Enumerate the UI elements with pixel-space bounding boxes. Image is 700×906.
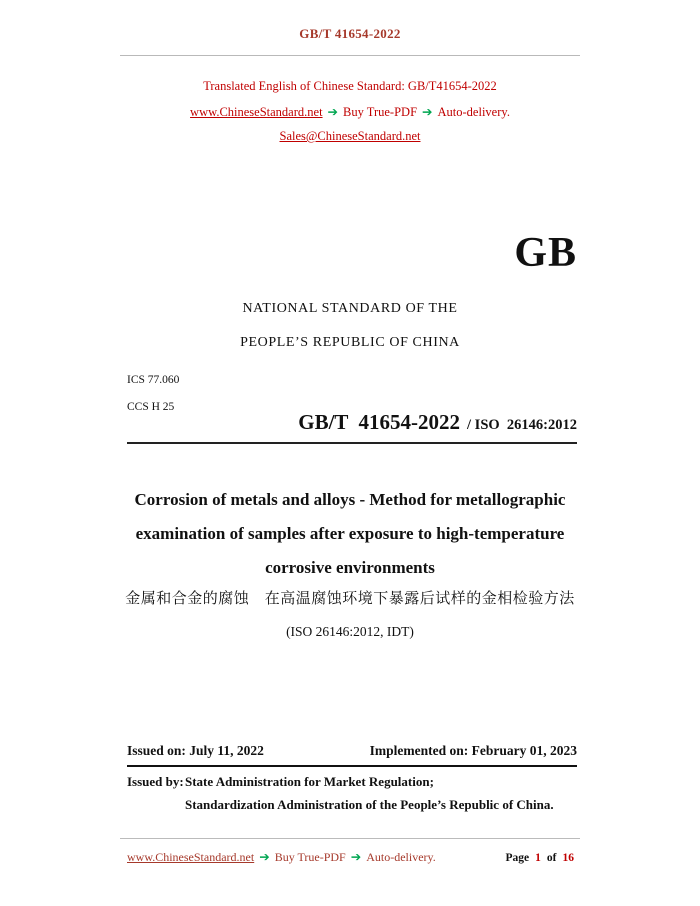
title-en-line2: examination of samples after exposure to high-temperature (135, 524, 565, 543)
document-title-zh: 金属和合金的腐蚀 在高温腐蚀环境下暴露后试样的金相检验方法 (125, 591, 575, 607)
footer-promo-line (127, 849, 436, 865)
national-standard-line2: PEOPLE’S REPUBLIC OF CHINA (240, 335, 460, 350)
issuer-block (127, 770, 587, 816)
website-link[interactable]: www.ChineseStandard.net (190, 105, 323, 119)
page-indicator (503, 852, 577, 864)
promo-line (0, 104, 700, 120)
footer-divider (120, 838, 580, 839)
dates-divider (127, 765, 577, 767)
sales-email-link[interactable]: Sales@ChineseStandard.net (279, 129, 421, 143)
arrow-icon: ➔ (259, 850, 270, 864)
of-label: of (546, 852, 557, 864)
iso-reference: / ISO 26146:2012 (467, 417, 577, 433)
idt-note: (ISO 26146:2012, IDT) (286, 624, 414, 639)
dates-row (127, 743, 577, 759)
issued-by-label: Issued by: (127, 774, 184, 789)
issuer-line1: State Administration for Market Regulation; (185, 774, 434, 789)
title-en-line3: corrosive environments (265, 558, 435, 577)
buy-pdf-label: Buy True-PDF (343, 105, 418, 119)
translated-note: Translated English of Chinese Standard: GB/T41654-2022 (203, 79, 497, 93)
footer (127, 849, 577, 865)
sales-email-line (0, 129, 700, 144)
ccs-code: CCS H 25 (127, 401, 175, 413)
header-doc-number: GB/T 41654-2022 (299, 26, 401, 41)
arrow-icon: ➔ (327, 105, 339, 119)
auto-delivery-label: Auto-delivery. (437, 105, 510, 119)
issuer-line2: Standardization Administration of the People’s Republic of China. (185, 797, 554, 812)
issuer-lines (185, 770, 554, 816)
page-number: 1 (535, 852, 541, 864)
implemented-date: Implemented on: February 01, 2023 (369, 743, 577, 758)
page-total: 16 (562, 852, 574, 864)
standard-number-block (298, 410, 577, 435)
document-title-en (60, 483, 640, 585)
standard-number: GB/T 41654-2022 (298, 410, 461, 434)
footer-auto-delivery-label: Auto-delivery. (366, 850, 436, 864)
arrow-icon: ➔ (422, 105, 433, 119)
footer-website-link[interactable]: www.ChineseStandard.net (127, 850, 255, 864)
title-en-line1: Corrosion of metals and alloys - Method for metallographic (134, 490, 566, 509)
ics-code: ICS 77.060 (127, 374, 180, 386)
arrow-icon: ➔ (350, 850, 362, 864)
issued-date: Issued on: July 11, 2022 (127, 743, 264, 758)
header-divider (120, 55, 580, 56)
main-divider (127, 442, 577, 444)
footer-buy-pdf-label: Buy True-PDF (274, 850, 346, 864)
page-label: Page (505, 852, 530, 864)
national-standard-line1: NATIONAL STANDARD OF THE (242, 301, 458, 316)
gb-logo: GB (514, 230, 577, 276)
